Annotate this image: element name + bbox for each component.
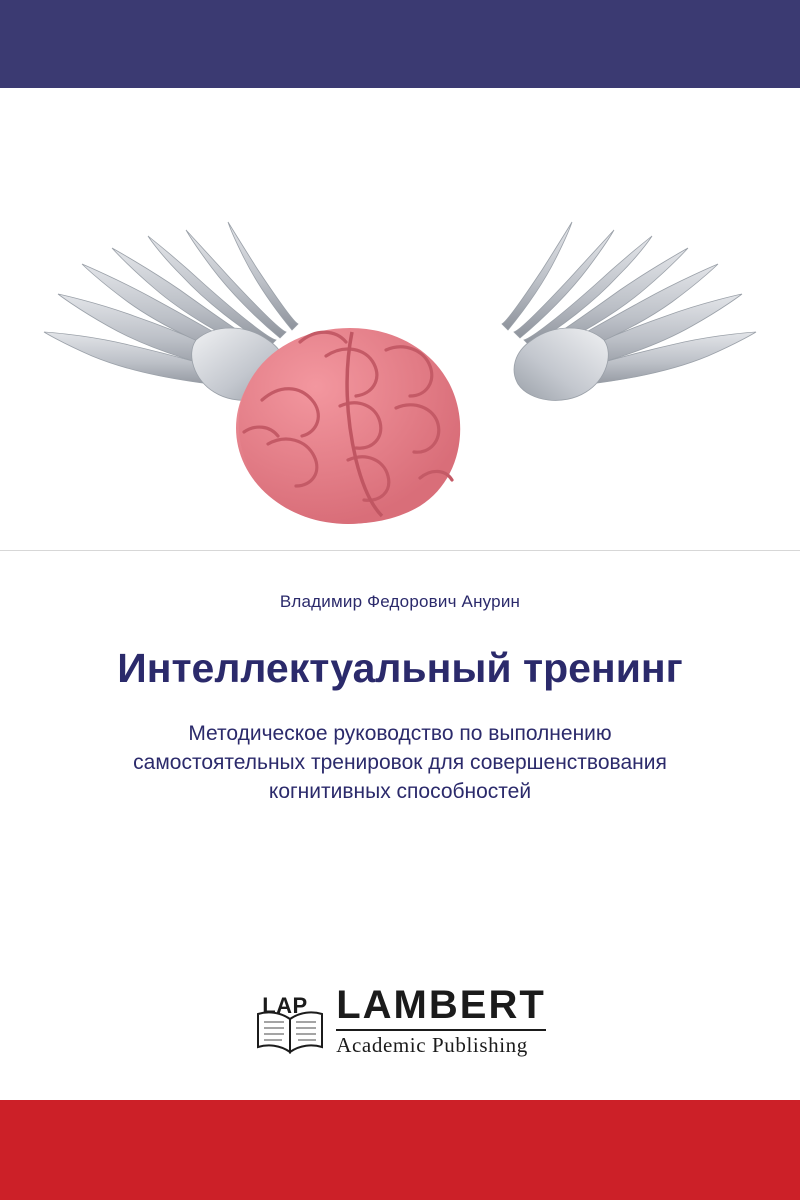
cover-text-block xyxy=(0,560,800,807)
right-wing xyxy=(502,222,756,400)
publisher-name: LAMBERT xyxy=(336,983,546,1027)
author-name: Владимир Федорович Анурин xyxy=(279,592,521,611)
book-title: Интеллектуальный тренинг xyxy=(117,645,683,691)
publisher-logo xyxy=(0,985,800,1062)
brain-illustration xyxy=(236,328,460,524)
publisher-rule xyxy=(336,1029,546,1031)
cover-artwork xyxy=(0,88,800,550)
bottom-color-band xyxy=(0,1100,800,1200)
publisher-mark-text: LAP xyxy=(262,993,308,1019)
publisher-tagline: Academic Publishing xyxy=(336,1033,528,1057)
open-book-icon xyxy=(254,995,328,1057)
book-subtitle: Методическое руководство по выполнению самостоятельных тренировок для совершенствования когнитивных способностей xyxy=(133,722,667,804)
divider-line xyxy=(0,550,800,551)
top-color-band xyxy=(0,0,800,88)
